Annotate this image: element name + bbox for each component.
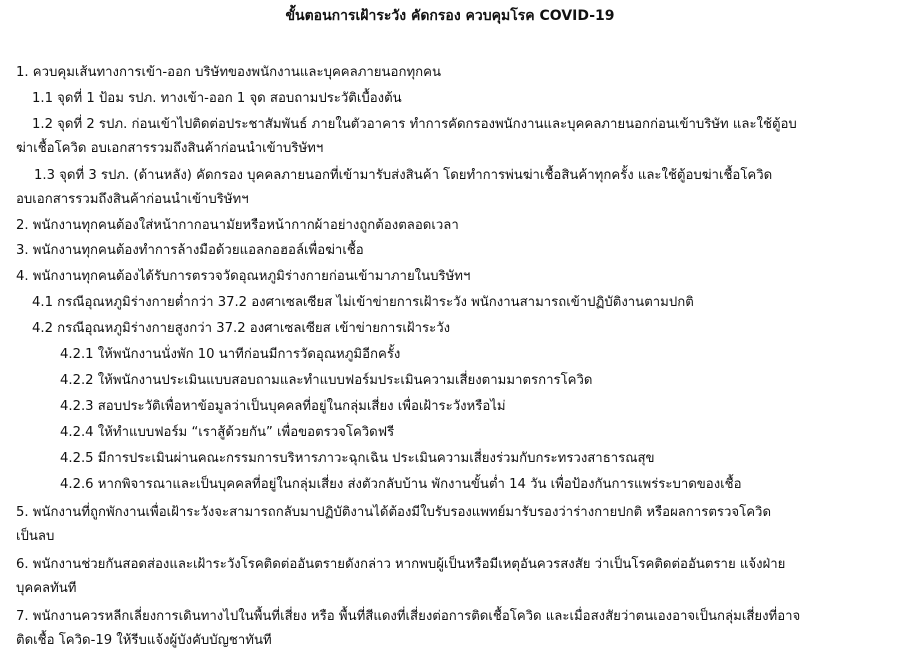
document-title: ขั้นตอนการเฝ้าระวัง คัดกรอง ควบคุมโรค COVID-19 bbox=[285, 8, 615, 24]
item-4-1: 4.1 กรณีอุณหภูมิร่างกายต่ำกว่า 37.2 องศาเซลเซียส ไม่เข้าข่ายการเฝ้าระวัง พนักงานสามารถเข้าปฏิบัติงานตามปกติ bbox=[32, 295, 694, 310]
item-7: 7. พนักงานควรหลีกเลี่ยงการเดินทางไปในพื้นที่เสี่ยง หรือ พื้นที่สีแดงที่เสี่ยงต่อการติดเชื้อโควิด และเมื่อสงสัยว่าตนเองอาจเป็นกลุ่มเสี่ยงที่อาจ bbox=[16, 609, 801, 624]
item-1-2-cont: ฆ่าเชื้อโควิด อบเอกสารรวมถึงสินค้าก่อนนำเข้าบริษัทฯ bbox=[16, 141, 324, 156]
item-3: 3. พนักงานทุกคนต้องทำการล้างมือด้วยแอลกอฮอล์เพื่อฆ่าเชื้อ bbox=[16, 243, 364, 258]
item-1-3: 1.3 จุดที่ 3 รปภ. (ด้านหลัง) คัดกรอง บุคคลภายนอกที่เข้ามารับส่งสินค้า โดยทำการพ่นฆ่าเชื้อสินค้าทุกครั้ง และใช้ตู้อบฆ่าเชื้อโควิด bbox=[34, 168, 773, 183]
item-1: 1. ควบคุมเส้นทางการเข้า-ออก บริษัทของพนักงานและบุคคลภายนอกทุกคน bbox=[16, 65, 441, 80]
item-4: 4. พนักงานทุกคนต้องได้รับการตรวจวัดอุณหภูมิร่างกายก่อนเข้ามาภายในบริษัทฯ bbox=[16, 269, 471, 284]
item-4-2-1: 4.2.1 ให้พนักงานนั่งพัก 10 นาทีก่อนมีการวัดอุณหภูมิอีกครั้ง bbox=[60, 347, 401, 362]
item-6-cont: บุคคลทันที bbox=[16, 581, 77, 596]
item-1-1: 1.1 จุดที่ 1 ป้อม รปภ. ทางเข้า-ออก 1 จุด สอบถามประวัติเบื้องต้น bbox=[32, 91, 402, 106]
item-4-2-3: 4.2.3 สอบประวัติเพื่อหาข้อมูลว่าเป็นบุคคลที่อยู่ในกลุ่มเสี่ยง เพื่อเฝ้าระวังหรือไม่ bbox=[60, 399, 506, 414]
item-5: 5. พนักงานที่ถูกพักงานเพื่อเฝ้าระวังจะสามารถกลับมาปฏิบัติงานได้ต้องมีใบรับรองแพทย์มารับรองว่าร่างกายปกติ หรือผลการตรวจโควิด bbox=[16, 505, 772, 520]
item-5-cont: เป็นลบ bbox=[16, 529, 55, 544]
item-4-2: 4.2 กรณีอุณหภูมิร่างกายสูงกว่า 37.2 องศาเซลเซียส เข้าข่ายการเฝ้าระวัง bbox=[32, 321, 451, 336]
item-2: 2. พนักงานทุกคนต้องใส่หน้ากากอนามัยหรือหน้ากากผ้าอย่างถูกต้องตลอดเวลา bbox=[16, 218, 459, 233]
item-4-2-2: 4.2.2 ให้พนักงานประเมินแบบสอบถามและทำแบบฟอร์มประเมินความเสี่ยงตามมาตรการโควิด bbox=[60, 373, 593, 388]
item-7-cont: ติดเชื้อ โควิด-19 ให้รีบแจ้งผู้บังคับบัญชาทันที bbox=[16, 633, 272, 648]
item-6: 6. พนักงานช่วยกันสอดส่องและเฝ้าระวังโรคติดต่ออันตรายดังกล่าว หากพบผู้เป็นหรือมีเหตุอันควรสงสัย ว่าเป็นโรคติดต่ออันตราย แจ้งฝ่าย bbox=[16, 557, 786, 572]
item-4-2-4: 4.2.4 ให้ทำแบบฟอร์ม “เราสู้ด้วยกัน” เพื่อขอตรวจโควิดฟรี bbox=[60, 425, 395, 440]
item-1-2: 1.2 จุดที่ 2 รปภ. ก่อนเข้าไปติดต่อประชาสัมพันธ์ ภายในตัวอาคาร ทำการคัดกรองพนักงานและบุคคลภายนอกก่อนเข้าบริษัท และใช้ตู้อบ bbox=[32, 117, 797, 132]
item-4-2-6: 4.2.6 หากพิจารณาและเป็นบุคคลที่อยู่ในกลุ่มเสี่ยง ส่งตัวกลับบ้าน พักงานขั้นต่ำ 14 วัน เพื่อป้องกันการแพร่ระบาดของเชื้อ bbox=[60, 477, 742, 492]
item-4-2-5: 4.2.5 มีการประเมินผ่านคณะกรรมการบริหารภาวะฉุกเฉิน ประเมินความเสี่ยงร่วมกับกระทรวงสาธารณสุข bbox=[60, 451, 655, 466]
item-1-3-cont: อบเอกสารรวมถึงสินค้าก่อนนำเข้าบริษัทฯ bbox=[16, 192, 249, 207]
